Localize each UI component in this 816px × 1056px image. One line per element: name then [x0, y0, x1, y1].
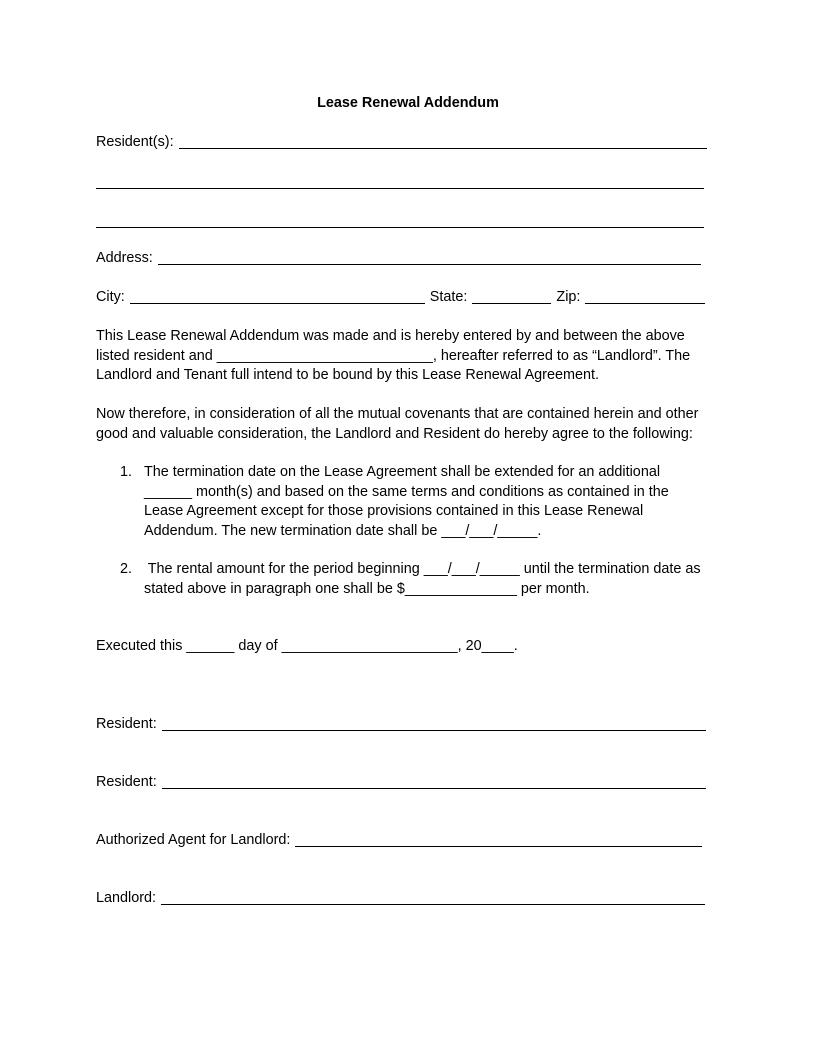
list-item-body: [144, 463, 669, 541]
list-item-line: Lease Agreement except for those provisions contained in this Lease Renewal: [144, 503, 644, 519]
list-item-line: The rental amount for the period beginning ___/___/_____ until the termination date as: [144, 561, 701, 577]
city-state-zip-row: [96, 287, 705, 307]
resident-1-signature-field[interactable]: [162, 730, 706, 731]
zip-field[interactable]: [585, 303, 705, 304]
intro-paragraph: [96, 327, 716, 386]
intro-line: Landlord and Tenant full intend to be bound by this Lease Renewal Agreement.: [96, 367, 599, 383]
signature-resident-1-row: [96, 714, 706, 734]
executed-line: Executed this ______ day of ______________________, 20____.: [96, 638, 518, 654]
resident-2-label: Resident:: [96, 774, 157, 790]
residents-label: Resident(s):: [96, 134, 174, 150]
address-field[interactable]: [158, 264, 701, 265]
signature-agent-row: [96, 830, 702, 850]
city-field[interactable]: [130, 303, 425, 304]
document-title: Lease Renewal Addendum: [317, 95, 499, 111]
list-item-number: 2.: [120, 561, 133, 577]
intro-line: This Lease Renewal Addendum was made and is hereby entered by and between the above: [96, 328, 685, 344]
consideration-line: good and valuable consideration, the Landlord and Resident do hereby agree to the following:: [96, 425, 693, 442]
address-label: Address:: [96, 250, 153, 266]
state-label: State:: [429, 289, 468, 305]
signature-landlord-row: [96, 888, 705, 908]
list-item-number: 1.: [120, 464, 133, 480]
landlord-signature-field[interactable]: [161, 904, 705, 905]
zip-label: Zip:: [556, 289, 581, 305]
address-row: [96, 248, 701, 268]
list-item-line: ______ month(s) and based on the same terms and conditions as contained in the: [144, 483, 669, 500]
city-label: City:: [96, 289, 125, 305]
state-field[interactable]: [472, 303, 551, 304]
residents-field-line-2[interactable]: [96, 188, 704, 189]
agent-signature-field[interactable]: [295, 846, 702, 847]
signature-resident-2-row: [96, 772, 706, 792]
residents-field[interactable]: [179, 148, 707, 149]
resident-1-label: Resident:: [96, 716, 157, 732]
consideration-paragraph: [96, 405, 716, 444]
residents-row: [96, 132, 707, 152]
list-item-line: Addendum. The new termination date shall be ___/___/_____.: [144, 522, 542, 539]
agent-label: Authorized Agent for Landlord:: [96, 832, 291, 848]
landlord-label: Landlord:: [96, 890, 157, 906]
intro-line: listed resident and ___________________________, hereafter referred to as “Landlord”. The: [96, 347, 691, 364]
resident-2-signature-field[interactable]: [162, 788, 706, 789]
residents-field-line-3[interactable]: [96, 227, 704, 228]
list-item-body: [144, 560, 701, 599]
list-item-line: The termination date on the Lease Agreement shall be extended for an additional: [144, 464, 661, 480]
consideration-line: Now therefore, in consideration of all the mutual covenants that are contained herein and other: [96, 406, 699, 422]
list-item-line: stated above in paragraph one shall be $______________ per month.: [144, 580, 590, 597]
